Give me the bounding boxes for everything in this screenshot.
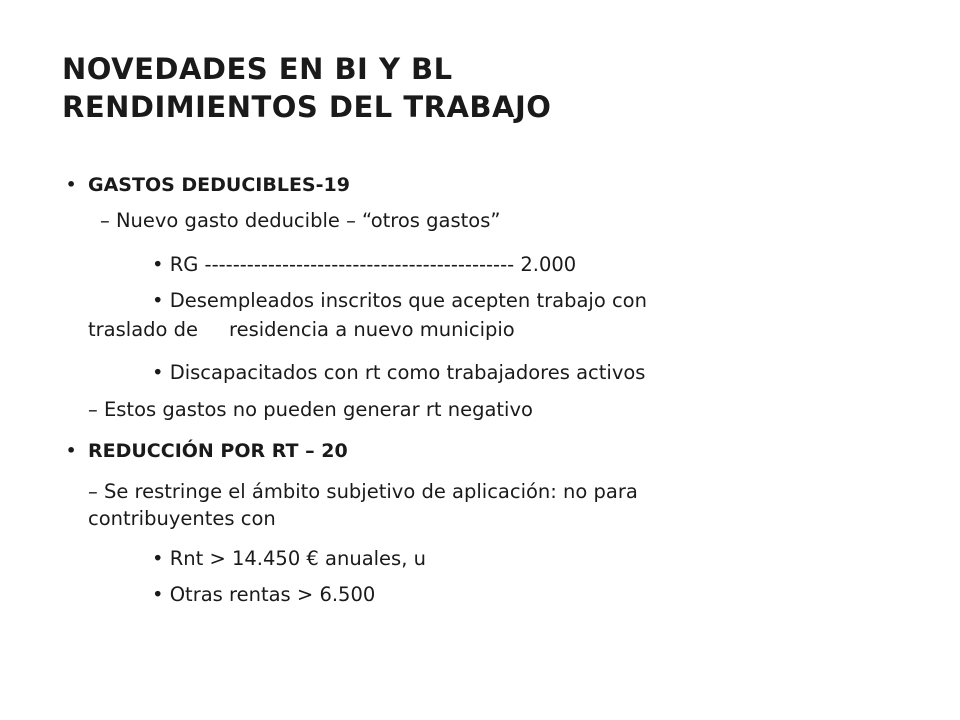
sub-bullet-nuevo-gasto: – Nuevo gasto deducible – “otros gastos”	[100, 209, 501, 232]
heading-gastos-deducibles: GASTOS DEDUCIBLES-19	[88, 174, 350, 196]
title-line-2: RENDIMIENTOS DEL TRABAJO	[62, 90, 552, 124]
item-rg: • RG -------------------------------------------- 2.000	[152, 253, 577, 276]
bullet-gastos-deducibles	[66, 172, 350, 198]
title-line-1: NOVEDADES EN BI Y BL	[62, 52, 453, 86]
sub-bullet-no-rt-negativo: – Estos gastos no pueden generar rt negativo	[88, 398, 533, 421]
item-desempleados-line-2: traslado de residencia a nuevo municipio	[88, 318, 515, 341]
bullet-reduccion-rt	[66, 438, 348, 464]
item-desempleados-line-1: • Desempleados inscritos que acepten trabajo con	[152, 289, 647, 312]
slide-title	[62, 50, 551, 126]
item-discapacitados: • Discapacitados con rt como trabajadores activos	[152, 361, 646, 384]
heading-reduccion-rt: REDUCCIÓN POR RT – 20	[88, 440, 348, 462]
item-rnt: • Rnt > 14.450 € anuales, u	[152, 547, 426, 570]
bullet-dot: •	[66, 441, 77, 460]
sub-bullet-restringe-line-2: contribuyentes con	[88, 507, 276, 530]
bullet-dot: •	[66, 175, 77, 194]
sub-bullet-restringe-line-1: – Se restringe el ámbito subjetivo de aplicación: no para	[88, 480, 638, 503]
item-otras-rentas: • Otras rentas > 6.500	[152, 583, 376, 606]
